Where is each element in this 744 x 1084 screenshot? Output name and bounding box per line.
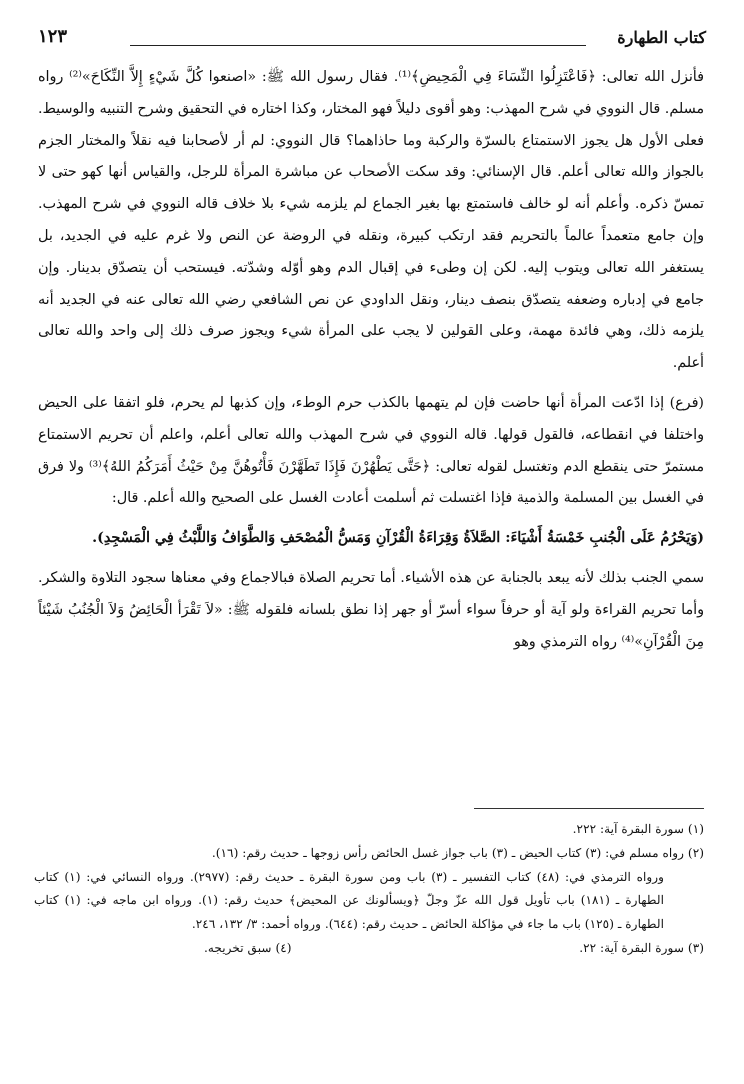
main-text <box>38 62 704 658</box>
footnote-2-continued: ورواه الترمذي في: (٤٨) كتاب التفسير ـ (٣) باب ومن سورة البقرة ـ حديث رقم: (٢٩٧٧). ورواه النسائي في: (١) كتاب الطهارة ـ (١٨١) باب تأويل قول الله عزّ وجلّ ﴿ويسألونك عن المحيض﴾ حديث رقم: (١). ورواه ابن ماجه في: (١) كتاب الطهارة ـ (١٢٥) باب ما جاء في مؤاكلة الحائض ـ حديث رقم: (٦٤٤). ورواه أحمد: ٣/ ١٣٢، ٢٤٦. <box>34 869 664 932</box>
page-header <box>38 24 706 54</box>
footnote-3-4-row <box>34 937 704 961</box>
header-rule <box>130 45 586 46</box>
footnote-2: (٢) رواه مسلم في: (٣) كتاب الحيض ـ (٣) باب جواز غسل الحائض رأس زوجها ـ حديث رقم: (١٦). <box>211 845 704 860</box>
footnote-3: (٣) سورة البقرة آية: ٢٢. <box>579 940 704 955</box>
paragraph-4: سمي الجنب بذلك لأنه يبعد بالجنابة عن هذه الأشياء. أما تحريم الصلاة فبالاجماع وفي معناها سجود التلاوة والشكر. وأما تحريم القراءة ولو آية أو حرفاً سواء أسرّ أو جهر إذا نطق بلسانه فلقوله ﷺ: «لاَ تَقْرَأ الْحَائِضُ وَلاَ الْجُنُبُ شَيْئاً مِنَ الْقُرْآنِ»⁽⁴⁾ رواه الترمذي وهو <box>38 569 704 650</box>
footnotes <box>34 818 704 961</box>
footnote-4: (٤) سبق تخريجه. <box>204 940 292 955</box>
paragraph-2: (فرع) إذا ادّعت المرأة أنها حاضت فإن لم يتهمها بالكذب حرم الوطء، وإن كذبها لم يحرم، فلو اتفقا على الحيض واختلفا في انقطاعه، فالقول قولها. قاله النووي في شرح المهذب والله تعالى أعلم، واعلم أن تحريم الاستمتاع مستمرّ حتى ينقطع الدم وتغتسل لقوله تعالى: ﴿حَتَّى يَطْهُرْنَ فَإِذَا تَطَهَّرْنَ فَأْتُوهُنَّ مِنْ حَيْثُ أَمَرَكُمُ اللهُ﴾⁽³⁾ ولا فرق في الغسل بين المسلمة والذمية فإذا اغتسلت ثم أسلمت أعادت الغسل على الصحيح والله أعلم. قال: <box>38 394 704 507</box>
page-number: ١٢٣ <box>38 26 68 47</box>
chapter-title: كتاب الطهارة <box>617 28 706 47</box>
footnote-1: (١) سورة البقرة آية: ٢٢٢. <box>572 822 704 836</box>
matn-paragraph: (وَيَحْرُمُ عَلَى الْجُنبِ خَمْسَةُ أَشْيَاءَ: الصَّلاَةُ وَقِرَاءَةُ الْقُرْآنِ وَمَسُّ الْمُصْحَفِ وَالطَّوَافُ وَاللَّبْثُ فِي الْمَسْجِدِ). <box>92 530 704 547</box>
paragraph-1: فأنزل الله تعالى: ﴿فَاعْتَزِلُوا النِّسَاءَ فِي الْمَحِيضِ﴾⁽¹⁾. فقال رسول الله ﷺ: «اصنعوا كُلَّ شَيْءٍ إِلاَّ النِّكَاحَ»⁽²⁾ رواه مسلم. قال النووي في شرح المهذب: وهو أقوى دليلاً فهو المختار، وكذا اختاره في التحقيق وشرح التنبيه والوسيط. فعلى الأول هل يجوز الاستمتاع بالسرّة والركبة وما حاذاهما؟ قال النووي: لم أر لأصحابنا فيه نقلاً والمختار الجزم بالجواز والله تعالى أعلم. قال الإسنائي: وقد سكت الأصحاب عن مباشرة المرأة للرجل، والقياس أنها كهو حتى لا تمسّ ذكره. وأعلم أنه لو خالف فاستمتع بها بغير الجماع لم يلزمه شيء بلا خلاف قاله النووي في شرح المهذب. وإن جامع متعمداً عالماً بالتحريم فقد ارتكب كبيرة، ونقله في الروضة عن النص ولا غرم عليه في الجديد، بل يستغفر الله تعالى ويتوب إليه. لكن إن وطىء في إقبال الدم وهو أوّله وشدّته. فيستحب أن يتصدّق بدينار. وإن جامع في إدباره وضعفه يتصدّق بنصف دينار، ونقل الداودي عن نص الشافعي رضي الله تعالى عنه في الجديد أنه يلزمه ذلك، وهي فائدة مهمة، وعلى القولين لا يجب على المرأة شيء ويجوز صرف ذلك إلى واحد والله تعالى أعلم. <box>37 69 704 372</box>
footnote-separator <box>474 808 704 809</box>
